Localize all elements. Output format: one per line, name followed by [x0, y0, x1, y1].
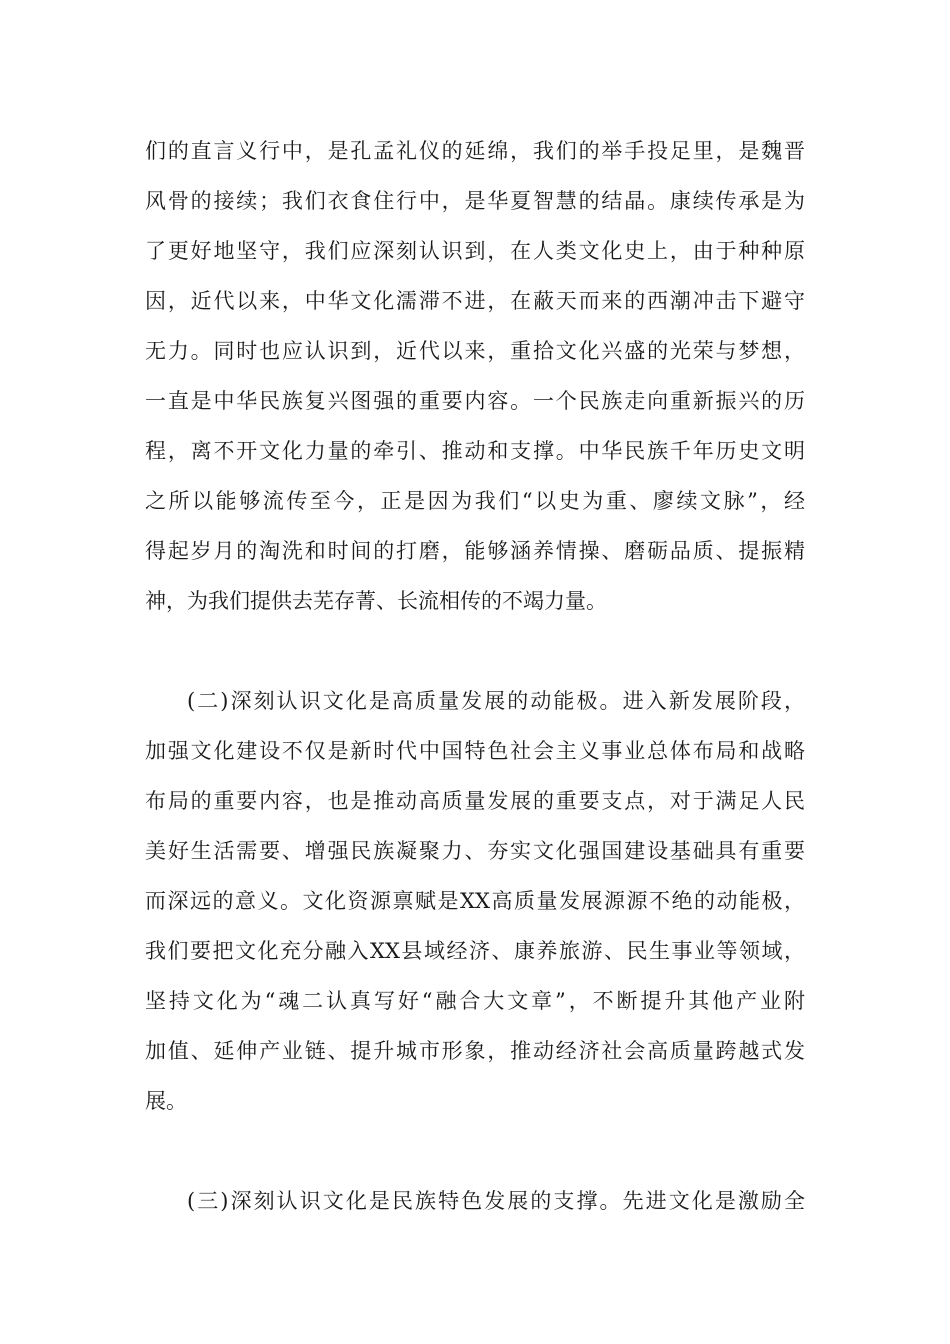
paragraph-heading-line: (三)深刻认识文化是民族特色发展的支撑。先进文化是激励全	[187, 1189, 805, 1213]
text-line: 而深远的意义。文化资源禀赋是XX高质量发展源源不绝的动能极，	[145, 889, 805, 913]
text-line: 神，为我们提供去芜存菁、长流相传的不竭力量。	[145, 589, 607, 613]
text-line: 美好生活需要、增强民族凝聚力、夯实文化强国建设基础具有重要	[145, 839, 805, 863]
text-line: 得起岁月的淘洗和时间的打磨，能够涵养情操、磨砺品质、提振精	[145, 539, 805, 563]
text-line: 之所以能够流传至今，正是因为我们“以史为重、廖续文脉”，经	[145, 489, 805, 513]
text-line: 加强文化建设不仅是新时代中国特色社会主义事业总体布局和战略	[145, 739, 805, 763]
text-line: 坚持文化为“魂二认真写好“融合大文章”，不断提升其他产业附	[145, 989, 805, 1013]
text-line: 无力。同时也应认识到，近代以来，重拾文化兴盛的光荣与梦想，	[145, 339, 805, 363]
text-line: 了更好地坚守，我们应深刻认识到，在人类文化史上，由于种种原	[145, 239, 805, 263]
text-line: 一直是中华民族复兴图强的重要内容。一个民族走向重新振兴的历	[145, 389, 805, 413]
text-line: 布局的重要内容，也是推动高质量发展的重要支点，对于满足人民	[145, 789, 805, 813]
text-line: 风骨的接续；我们衣食住行中，是华夏智慧的结晶。康续传承是为	[145, 189, 805, 213]
text-line: 展。	[145, 1089, 187, 1113]
text-line: 们的直言义行中，是孔孟礼仪的延绵，我们的举手投足里，是魏晋	[145, 139, 805, 163]
text-line: 因，近代以来，中华文化濡滞不进，在蔽天而来的西潮冲击下避守	[145, 289, 805, 313]
paragraph-heading-line: (二)深刻认识文化是高质量发展的动能极。进入新发展阶段，	[187, 689, 805, 713]
text-line: 加值、延伸产业链、提升城市形象，推动经济社会高质量跨越式发	[145, 1039, 805, 1063]
text-line: 程，离不开文化力量的牵引、推动和支撑。中华民族千年历史文明	[145, 439, 805, 463]
text-line: 我们要把文化充分融入XX县域经济、康养旅游、民生事业等领域，	[145, 939, 805, 963]
